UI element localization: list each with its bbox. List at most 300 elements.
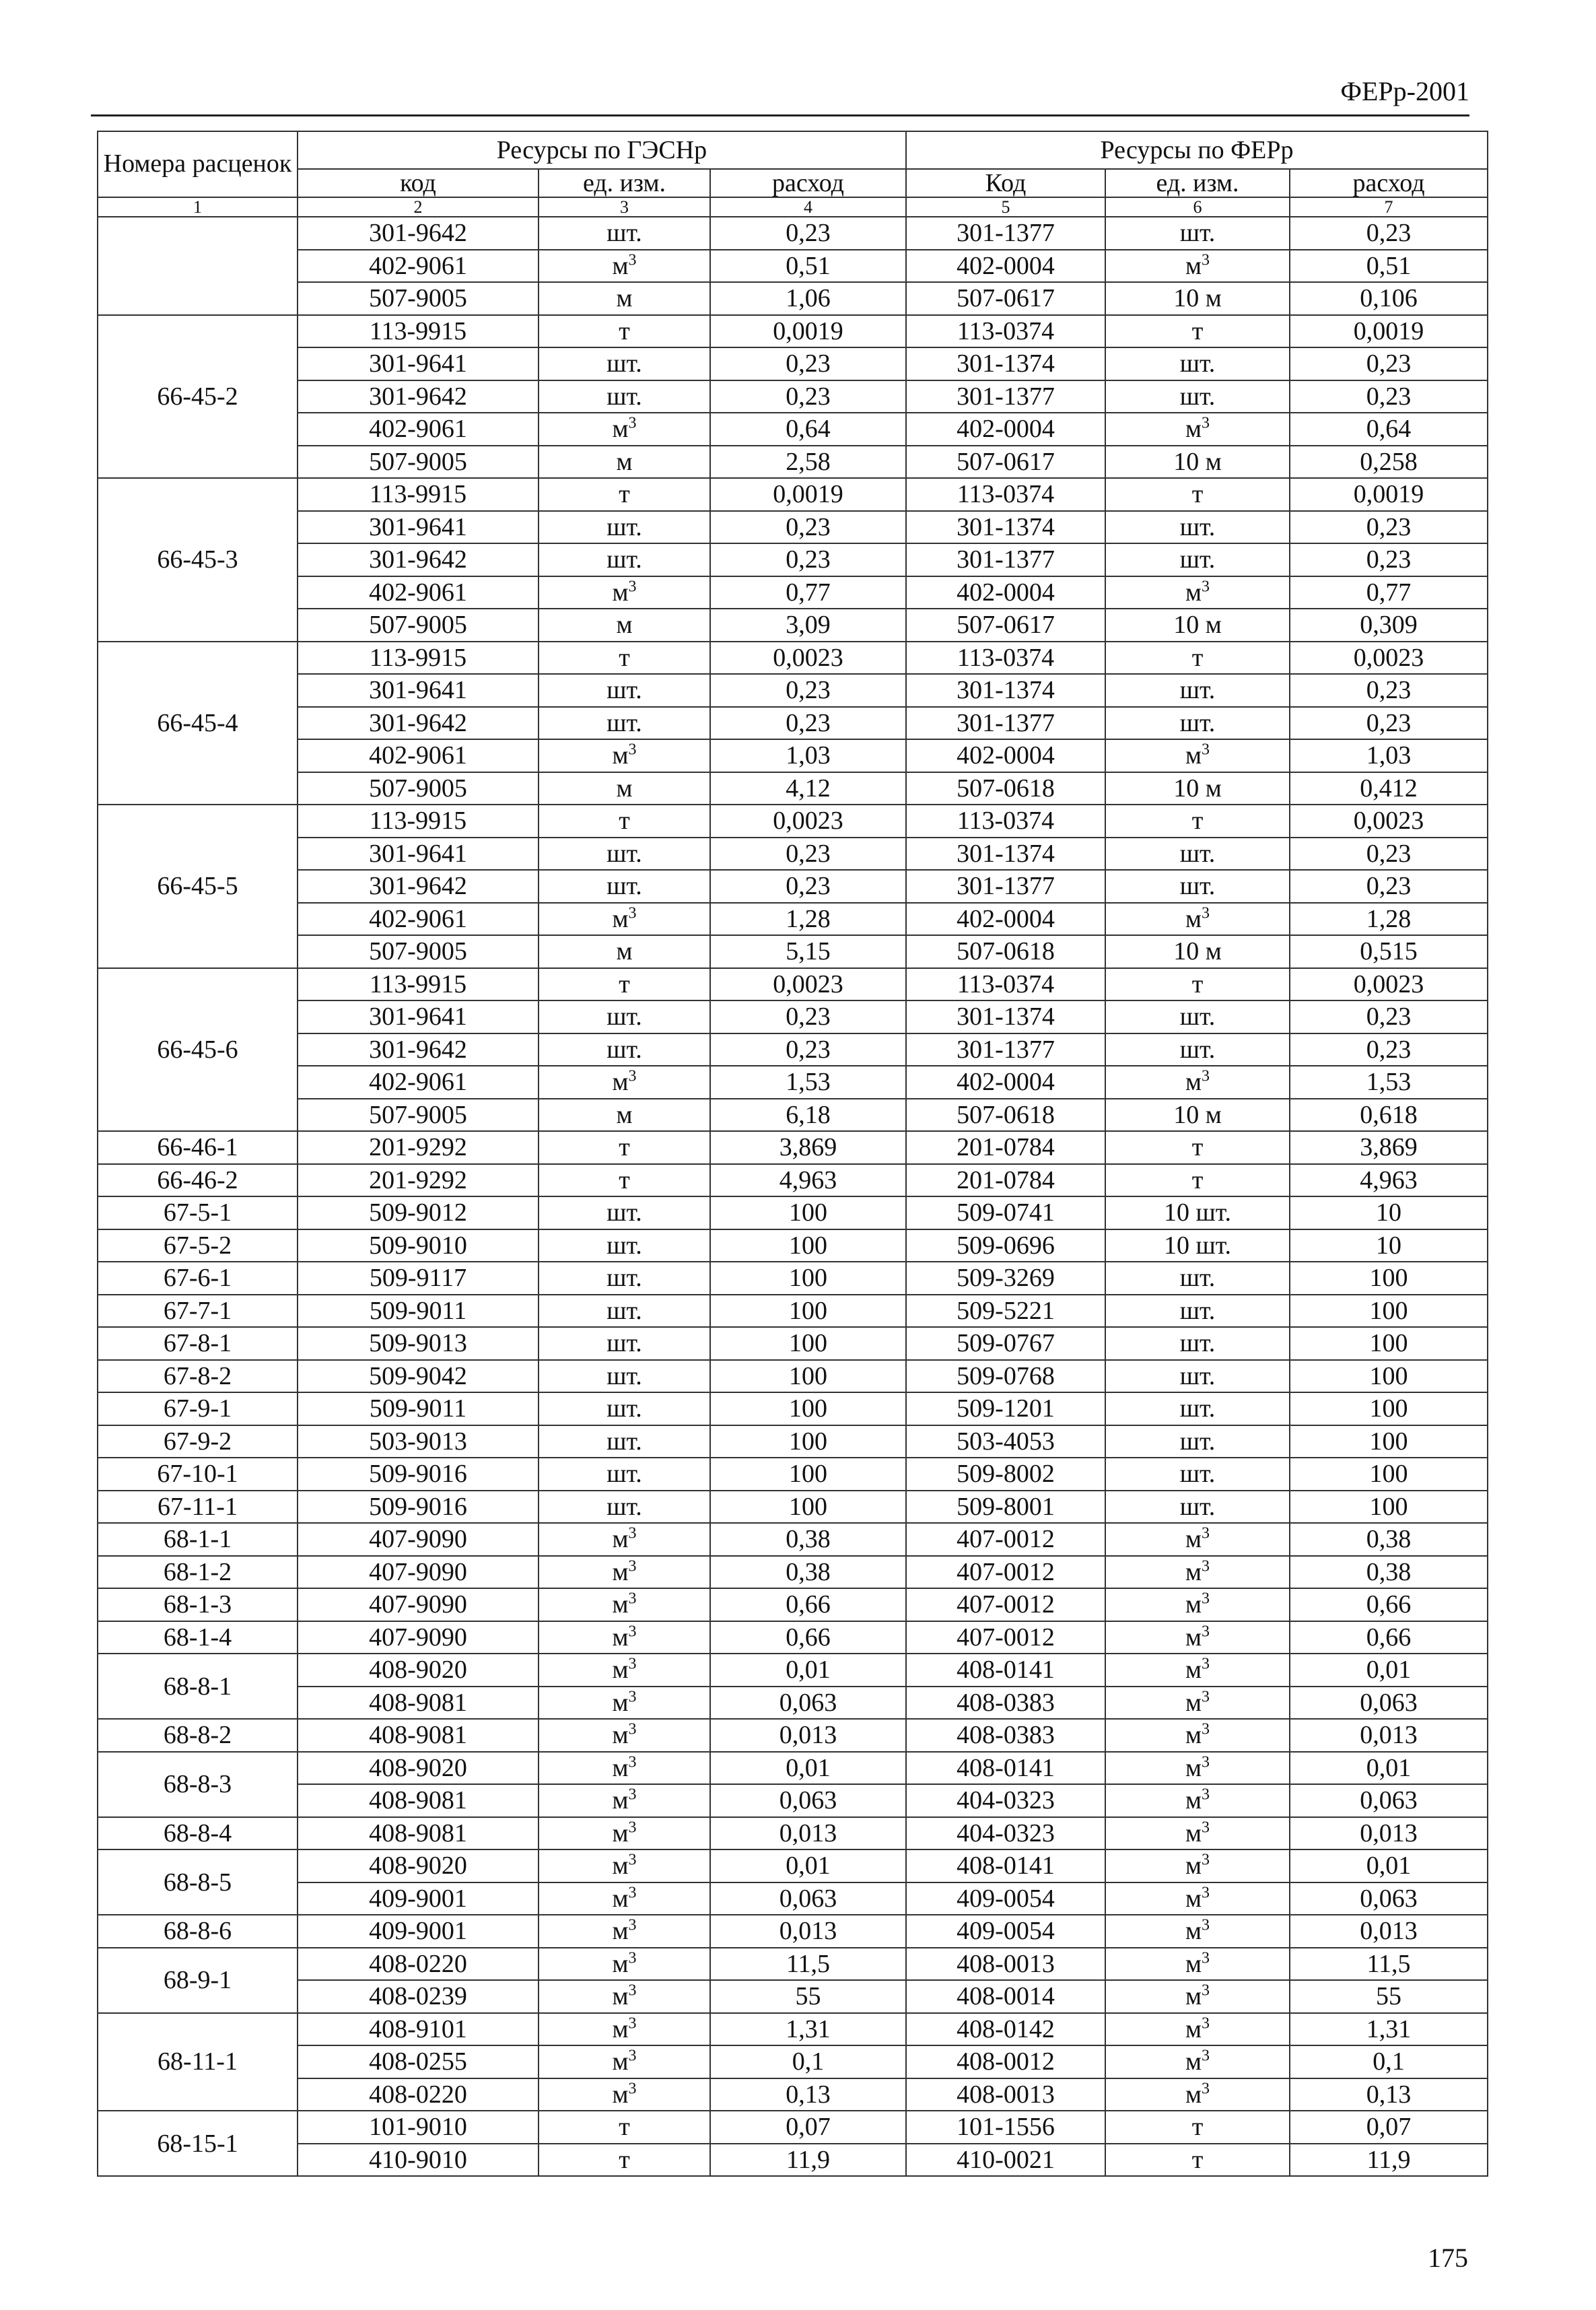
table-row — [98, 1719, 1488, 1752]
resource-code-gesn: 509-9011 — [298, 1392, 539, 1425]
table-row — [98, 1164, 1488, 1197]
quantity-fer: 55 — [1290, 1980, 1488, 2013]
resource-code-gesn: 301-9642 — [298, 380, 539, 413]
unit-gesn: $м^3$ — [539, 903, 710, 936]
rate-number: 67-9-2 — [98, 1425, 298, 1458]
resource-code-fer: 201-0784 — [906, 1131, 1105, 1164]
unit-gesn: шт. — [539, 870, 710, 903]
resource-code-gesn: 402-9061 — [298, 576, 539, 609]
quantity-gesn: 100 — [710, 1491, 906, 1524]
quantity-gesn: 0,38 — [710, 1523, 906, 1556]
resource-code-gesn: 301-9642 — [298, 217, 539, 250]
resource-code-fer: 301-1374 — [906, 347, 1105, 380]
unit-gesn: $м^3$ — [539, 1621, 710, 1654]
resource-code-fer: 301-1374 — [906, 1000, 1105, 1033]
unit-fer: $м^3$ — [1105, 1523, 1290, 1556]
unit-fer: шт. — [1105, 543, 1290, 576]
quantity-gesn: 100 — [710, 1425, 906, 1458]
table-row — [98, 478, 1488, 511]
quantity-fer: 11,9 — [1290, 2144, 1488, 2177]
resource-code-fer: 509-3269 — [906, 1262, 1105, 1295]
resource-code-gesn: 507-9005 — [298, 282, 539, 315]
resource-code-gesn: 503-9013 — [298, 1425, 539, 1458]
resource-code-fer: 301-1377 — [906, 1033, 1105, 1066]
resource-code-fer: 408-0383 — [906, 1719, 1105, 1752]
resource-code-fer: 408-0012 — [906, 2045, 1105, 2078]
quantity-fer: 10 — [1290, 1196, 1488, 1229]
unit-gesn: т — [539, 805, 710, 838]
quantity-gesn: 0,063 — [710, 1687, 906, 1720]
quantity-fer: 0,258 — [1290, 446, 1488, 479]
resource-code-gesn: 402-9061 — [298, 413, 539, 446]
resource-code-fer: 101-1556 — [906, 2111, 1105, 2144]
quantity-gesn: 11,9 — [710, 2144, 906, 2177]
unit-fer: шт. — [1105, 511, 1290, 544]
table-row — [98, 1849, 1488, 1882]
resource-code-fer: 402-0004 — [906, 903, 1105, 936]
unit-gesn: шт. — [539, 1033, 710, 1066]
quantity-gesn: 0,23 — [710, 674, 906, 707]
quantity-fer: 0,66 — [1290, 1588, 1488, 1621]
resource-code-gesn: 409-9001 — [298, 1915, 539, 1948]
table-row — [98, 1196, 1488, 1229]
resource-code-fer: 407-0012 — [906, 1523, 1105, 1556]
resource-code-gesn: 408-9081 — [298, 1687, 539, 1720]
col-number: 4 — [710, 197, 906, 217]
unit-gesn: шт. — [539, 543, 710, 576]
quantity-gesn: 0,23 — [710, 511, 906, 544]
quantity-gesn: 1,28 — [710, 903, 906, 936]
quantity-fer: 0,23 — [1290, 543, 1488, 576]
resource-code-fer: 402-0004 — [906, 413, 1105, 446]
quantity-gesn: 4,12 — [710, 772, 906, 805]
unit-gesn: шт. — [539, 217, 710, 250]
quantity-gesn: 3,09 — [710, 609, 906, 642]
quantity-fer: 0,23 — [1290, 838, 1488, 871]
unit-fer: 10 м — [1105, 282, 1290, 315]
quantity-gesn: 0,51 — [710, 250, 906, 283]
unit-fer: шт. — [1105, 1327, 1290, 1360]
unit-gesn: м — [539, 609, 710, 642]
resource-code-fer: 408-0141 — [906, 1654, 1105, 1687]
unit-fer: т — [1105, 478, 1290, 511]
resource-code-gesn: 407-9090 — [298, 1556, 539, 1589]
resource-code-gesn: 201-9292 — [298, 1164, 539, 1197]
table-row — [98, 1262, 1488, 1295]
quantity-gesn: 0,23 — [710, 838, 906, 871]
table-row — [98, 1066, 1488, 1099]
quantity-gesn: 0,23 — [710, 1033, 906, 1066]
table-body — [98, 217, 1488, 2176]
rate-number: 66-45-5 — [98, 805, 298, 968]
table-row — [98, 1033, 1488, 1066]
rate-number: 68-8-5 — [98, 1849, 298, 1915]
quantity-gesn: 0,01 — [710, 1654, 906, 1687]
page-number: 175 — [1428, 2243, 1468, 2273]
resource-code-fer: 408-0141 — [906, 1752, 1105, 1785]
table-row — [98, 1229, 1488, 1262]
unit-gesn: т — [539, 315, 710, 348]
rate-number: 66-45-2 — [98, 315, 298, 479]
unit-gesn: т — [539, 968, 710, 1001]
quantity-fer: 0,01 — [1290, 1849, 1488, 1882]
quantity-fer: 0,51 — [1290, 250, 1488, 283]
unit-gesn: шт. — [539, 674, 710, 707]
quantity-gesn: 100 — [710, 1262, 906, 1295]
resource-code-gesn: 408-9081 — [298, 1817, 539, 1850]
rate-number: 68-15-1 — [98, 2111, 298, 2176]
unit-gesn: т — [539, 2111, 710, 2144]
quantity-fer: 100 — [1290, 1392, 1488, 1425]
col-number: 2 — [298, 197, 539, 217]
resource-code-gesn: 509-9012 — [298, 1196, 539, 1229]
unit-fer: $м^3$ — [1105, 1719, 1290, 1752]
resource-code-gesn: 408-0220 — [298, 1948, 539, 1981]
unit-gesn: $м^3$ — [539, 1719, 710, 1752]
resource-code-fer: 408-0013 — [906, 2078, 1105, 2111]
resource-code-fer: 201-0784 — [906, 1164, 1105, 1197]
resource-code-fer: 404-0323 — [906, 1784, 1105, 1817]
resource-code-fer: 507-0618 — [906, 1099, 1105, 1132]
quantity-gesn: 100 — [710, 1229, 906, 1262]
col-number: 5 — [906, 197, 1105, 217]
unit-fer: $м^3$ — [1105, 1556, 1290, 1589]
quantity-gesn: 0,66 — [710, 1588, 906, 1621]
unit-gesn: $м^3$ — [539, 1066, 710, 1099]
resource-code-fer: 509-0696 — [906, 1229, 1105, 1262]
table-row — [98, 739, 1488, 772]
unit-gesn: м — [539, 446, 710, 479]
resource-code-fer: 402-0004 — [906, 739, 1105, 772]
quantity-gesn: 5,15 — [710, 935, 906, 968]
unit-gesn: шт. — [539, 347, 710, 380]
resource-code-fer: 402-0004 — [906, 250, 1105, 283]
unit-gesn: $м^3$ — [539, 1556, 710, 1589]
unit-fer: шт. — [1105, 707, 1290, 740]
quantity-fer: 0,013 — [1290, 1915, 1488, 1948]
unit-fer: $м^3$ — [1105, 2045, 1290, 2078]
rate-number: 68-9-1 — [98, 1948, 298, 2013]
col-header-gesn-code: код — [298, 169, 539, 197]
table-row — [98, 1556, 1488, 1589]
unit-fer: шт. — [1105, 347, 1290, 380]
quantity-fer: 0,515 — [1290, 935, 1488, 968]
resource-code-gesn: 408-9081 — [298, 1719, 539, 1752]
quantity-gesn: 0,77 — [710, 576, 906, 609]
quantity-fer: 0,309 — [1290, 609, 1488, 642]
unit-gesn: $м^3$ — [539, 739, 710, 772]
resource-code-gesn: 101-9010 — [298, 2111, 539, 2144]
resource-code-fer: 402-0004 — [906, 576, 1105, 609]
quantity-gesn: 100 — [710, 1360, 906, 1393]
quantity-gesn: 0,013 — [710, 1817, 906, 1850]
rate-number: 66-46-2 — [98, 1164, 298, 1197]
resource-code-fer: 408-0013 — [906, 1948, 1105, 1981]
quantity-fer: 1,28 — [1290, 903, 1488, 936]
quantity-gesn: 11,5 — [710, 1948, 906, 1981]
quantity-gesn: 100 — [710, 1295, 906, 1328]
quantity-gesn: 0,01 — [710, 1752, 906, 1785]
col-number: 6 — [1105, 197, 1290, 217]
quantity-fer: 100 — [1290, 1295, 1488, 1328]
unit-fer: т — [1105, 2111, 1290, 2144]
quantity-fer: 0,412 — [1290, 772, 1488, 805]
quantity-fer: 0,38 — [1290, 1556, 1488, 1589]
quantity-gesn: 100 — [710, 1458, 906, 1491]
unit-gesn: м — [539, 772, 710, 805]
quantity-fer: 0,618 — [1290, 1099, 1488, 1132]
quantity-gesn: 0,23 — [710, 380, 906, 413]
table-row — [98, 1491, 1488, 1524]
resource-code-gesn: 408-0255 — [298, 2045, 539, 2078]
rate-number: 66-45-6 — [98, 968, 298, 1132]
resource-code-gesn: 201-9292 — [298, 1131, 539, 1164]
resource-code-fer: 113-0374 — [906, 642, 1105, 675]
table-row — [98, 1882, 1488, 1915]
quantity-gesn: 0,23 — [710, 1000, 906, 1033]
resource-code-gesn: 509-9013 — [298, 1327, 539, 1360]
unit-fer: 10 м — [1105, 446, 1290, 479]
unit-fer: $м^3$ — [1105, 1980, 1290, 2013]
resource-code-gesn: 507-9005 — [298, 446, 539, 479]
unit-fer: $м^3$ — [1105, 1915, 1290, 1948]
rate-number: 67-7-1 — [98, 1295, 298, 1328]
resource-code-fer: 402-0004 — [906, 1066, 1105, 1099]
quantity-gesn: 0,013 — [710, 1915, 906, 1948]
table-row — [98, 1687, 1488, 1720]
resource-code-fer: 407-0012 — [906, 1621, 1105, 1654]
table-row — [98, 1523, 1488, 1556]
resource-code-fer: 301-1374 — [906, 511, 1105, 544]
unit-gesn: т — [539, 1131, 710, 1164]
rate-number: 68-8-2 — [98, 1719, 298, 1752]
resource-code-gesn: 402-9061 — [298, 250, 539, 283]
unit-gesn: $м^3$ — [539, 413, 710, 446]
quantity-fer: 0,0023 — [1290, 642, 1488, 675]
unit-gesn: шт. — [539, 1262, 710, 1295]
table-row — [98, 838, 1488, 871]
col-number: 7 — [1290, 197, 1488, 217]
unit-gesn: $м^3$ — [539, 1654, 710, 1687]
quantity-fer: 0,063 — [1290, 1784, 1488, 1817]
rate-number: 68-1-3 — [98, 1588, 298, 1621]
resource-code-fer: 301-1377 — [906, 543, 1105, 576]
resource-code-gesn: 408-0239 — [298, 1980, 539, 2013]
resource-code-fer: 408-0141 — [906, 1849, 1105, 1882]
rate-number: 68-1-4 — [98, 1621, 298, 1654]
quantity-fer: 0,106 — [1290, 282, 1488, 315]
quantity-gesn: 0,07 — [710, 2111, 906, 2144]
unit-fer: $м^3$ — [1105, 2078, 1290, 2111]
unit-fer: $м^3$ — [1105, 1948, 1290, 1981]
unit-fer: $м^3$ — [1105, 1784, 1290, 1817]
unit-fer: т — [1105, 642, 1290, 675]
resource-code-gesn: 113-9915 — [298, 805, 539, 838]
quantity-gesn: 1,31 — [710, 2013, 906, 2046]
table-row — [98, 347, 1488, 380]
table-row — [98, 413, 1488, 446]
unit-fer: $м^3$ — [1105, 1817, 1290, 1850]
quantity-fer: 0,063 — [1290, 1687, 1488, 1720]
unit-gesn: шт. — [539, 1425, 710, 1458]
quantity-gesn: 0,0023 — [710, 805, 906, 838]
resource-code-gesn: 402-9061 — [298, 903, 539, 936]
resource-code-gesn: 301-9642 — [298, 707, 539, 740]
unit-fer: шт. — [1105, 1491, 1290, 1524]
resource-code-gesn: 402-9061 — [298, 739, 539, 772]
rate-number: 66-45-3 — [98, 478, 298, 642]
quantity-fer: 0,66 — [1290, 1621, 1488, 1654]
resource-code-gesn: 301-9642 — [298, 870, 539, 903]
table-row — [98, 2144, 1488, 2177]
unit-gesn: $м^3$ — [539, 1752, 710, 1785]
quantity-fer: 0,23 — [1290, 1000, 1488, 1033]
unit-fer: $м^3$ — [1105, 1654, 1290, 1687]
unit-gesn: $м^3$ — [539, 2045, 710, 2078]
table-row — [98, 870, 1488, 903]
quantity-gesn: 100 — [710, 1196, 906, 1229]
resource-code-gesn: 301-9641 — [298, 674, 539, 707]
quantity-gesn: 0,1 — [710, 2045, 906, 2078]
resource-code-fer: 404-0323 — [906, 1817, 1105, 1850]
quantity-fer: 100 — [1290, 1262, 1488, 1295]
resource-code-fer: 509-1201 — [906, 1392, 1105, 1425]
quantity-fer: 0,01 — [1290, 1752, 1488, 1785]
resource-code-fer: 301-1377 — [906, 380, 1105, 413]
col-header-gesn-qty: расход — [710, 169, 906, 197]
rate-number: 67-9-1 — [98, 1392, 298, 1425]
unit-fer: $м^3$ — [1105, 2013, 1290, 2046]
unit-gesn: т — [539, 478, 710, 511]
quantity-gesn: 0,23 — [710, 217, 906, 250]
resource-code-gesn: 509-9016 — [298, 1458, 539, 1491]
resource-code-fer: 507-0617 — [906, 282, 1105, 315]
resources-table — [97, 131, 1488, 2177]
quantity-fer: 0,07 — [1290, 2111, 1488, 2144]
document-header-title: ФЕРр-2001 — [1340, 76, 1469, 106]
quantity-gesn: 55 — [710, 1980, 906, 2013]
quantity-gesn: 0,13 — [710, 2078, 906, 2111]
unit-fer: 10 м — [1105, 772, 1290, 805]
table-row — [98, 1425, 1488, 1458]
quantity-gesn: 4,963 — [710, 1164, 906, 1197]
resource-code-fer: 408-0142 — [906, 2013, 1105, 2046]
table-row — [98, 1295, 1488, 1328]
header-rule — [91, 114, 1469, 116]
resource-code-fer: 507-0617 — [906, 446, 1105, 479]
rate-number: 66-45-4 — [98, 642, 298, 805]
rate-number: 67-11-1 — [98, 1491, 298, 1524]
unit-gesn: шт. — [539, 1458, 710, 1491]
resource-code-fer: 509-0741 — [906, 1196, 1105, 1229]
unit-gesn: шт. — [539, 838, 710, 871]
unit-fer: шт. — [1105, 1360, 1290, 1393]
resource-code-fer: 113-0374 — [906, 315, 1105, 348]
unit-gesn: $м^3$ — [539, 1915, 710, 1948]
unit-fer: 10 шт. — [1105, 1229, 1290, 1262]
table-row — [98, 1327, 1488, 1360]
quantity-fer: 0,23 — [1290, 707, 1488, 740]
table-row — [98, 543, 1488, 576]
table-row — [98, 1000, 1488, 1033]
resource-code-fer: 113-0374 — [906, 968, 1105, 1001]
resource-code-fer: 407-0012 — [906, 1588, 1105, 1621]
quantity-fer: 0,063 — [1290, 1882, 1488, 1915]
table-row — [98, 1392, 1488, 1425]
unit-gesn: т — [539, 1164, 710, 1197]
unit-fer: $м^3$ — [1105, 1687, 1290, 1720]
table-row — [98, 2078, 1488, 2111]
table-row — [98, 1948, 1488, 1981]
quantity-gesn: 3,869 — [710, 1131, 906, 1164]
unit-fer: $м^3$ — [1105, 413, 1290, 446]
table-row — [98, 2013, 1488, 2046]
table-row — [98, 674, 1488, 707]
unit-fer: т — [1105, 968, 1290, 1001]
unit-fer: 10 м — [1105, 609, 1290, 642]
table-row — [98, 2111, 1488, 2144]
quantity-gesn: 0,64 — [710, 413, 906, 446]
resource-code-gesn: 507-9005 — [298, 609, 539, 642]
quantity-gesn: 0,23 — [710, 707, 906, 740]
resource-code-gesn: 301-9641 — [298, 511, 539, 544]
resource-code-gesn: 410-9010 — [298, 2144, 539, 2177]
resource-code-fer: 410-0021 — [906, 2144, 1105, 2177]
resource-code-fer: 507-0618 — [906, 772, 1105, 805]
table-row — [98, 1099, 1488, 1132]
resource-code-gesn: 407-9090 — [298, 1588, 539, 1621]
quantity-fer: 0,0023 — [1290, 968, 1488, 1001]
table-row — [98, 707, 1488, 740]
resource-code-gesn: 301-9642 — [298, 1033, 539, 1066]
table-row — [98, 315, 1488, 348]
rate-number: 68-8-1 — [98, 1654, 298, 1719]
resource-code-fer: 507-0618 — [906, 935, 1105, 968]
rate-number: 67-5-1 — [98, 1196, 298, 1229]
quantity-fer: 0,13 — [1290, 2078, 1488, 2111]
quantity-gesn: 0,23 — [710, 543, 906, 576]
rate-number: 68-8-3 — [98, 1752, 298, 1817]
table-row — [98, 805, 1488, 838]
quantity-fer: 0,23 — [1290, 1033, 1488, 1066]
resource-code-fer: 408-0383 — [906, 1687, 1105, 1720]
table-row — [98, 1621, 1488, 1654]
quantity-fer: 11,5 — [1290, 1948, 1488, 1981]
table-row — [98, 609, 1488, 642]
col-header-fer-qty: расход — [1290, 169, 1488, 197]
unit-fer: шт. — [1105, 1262, 1290, 1295]
resource-code-gesn: 408-9101 — [298, 2013, 539, 2046]
unit-fer: т — [1105, 2144, 1290, 2177]
quantity-gesn: 0,0019 — [710, 315, 906, 348]
quantity-fer: 0,23 — [1290, 870, 1488, 903]
resource-code-gesn: 509-9011 — [298, 1295, 539, 1328]
quantity-fer: 0,23 — [1290, 217, 1488, 250]
quantity-fer: 0,38 — [1290, 1523, 1488, 1556]
resource-code-gesn: 402-9061 — [298, 1066, 539, 1099]
table-row — [98, 1360, 1488, 1393]
quantity-fer: 100 — [1290, 1458, 1488, 1491]
resource-code-gesn: 408-9020 — [298, 1752, 539, 1785]
col-header-rate-numbers: Номера расценок — [98, 131, 298, 197]
resource-code-fer: 301-1377 — [906, 707, 1105, 740]
unit-fer: шт. — [1105, 1425, 1290, 1458]
resource-code-gesn: 509-9010 — [298, 1229, 539, 1262]
table-row — [98, 1458, 1488, 1491]
resource-code-gesn: 509-9117 — [298, 1262, 539, 1295]
resource-code-fer: 301-1374 — [906, 838, 1105, 871]
quantity-gesn: 0,013 — [710, 1719, 906, 1752]
